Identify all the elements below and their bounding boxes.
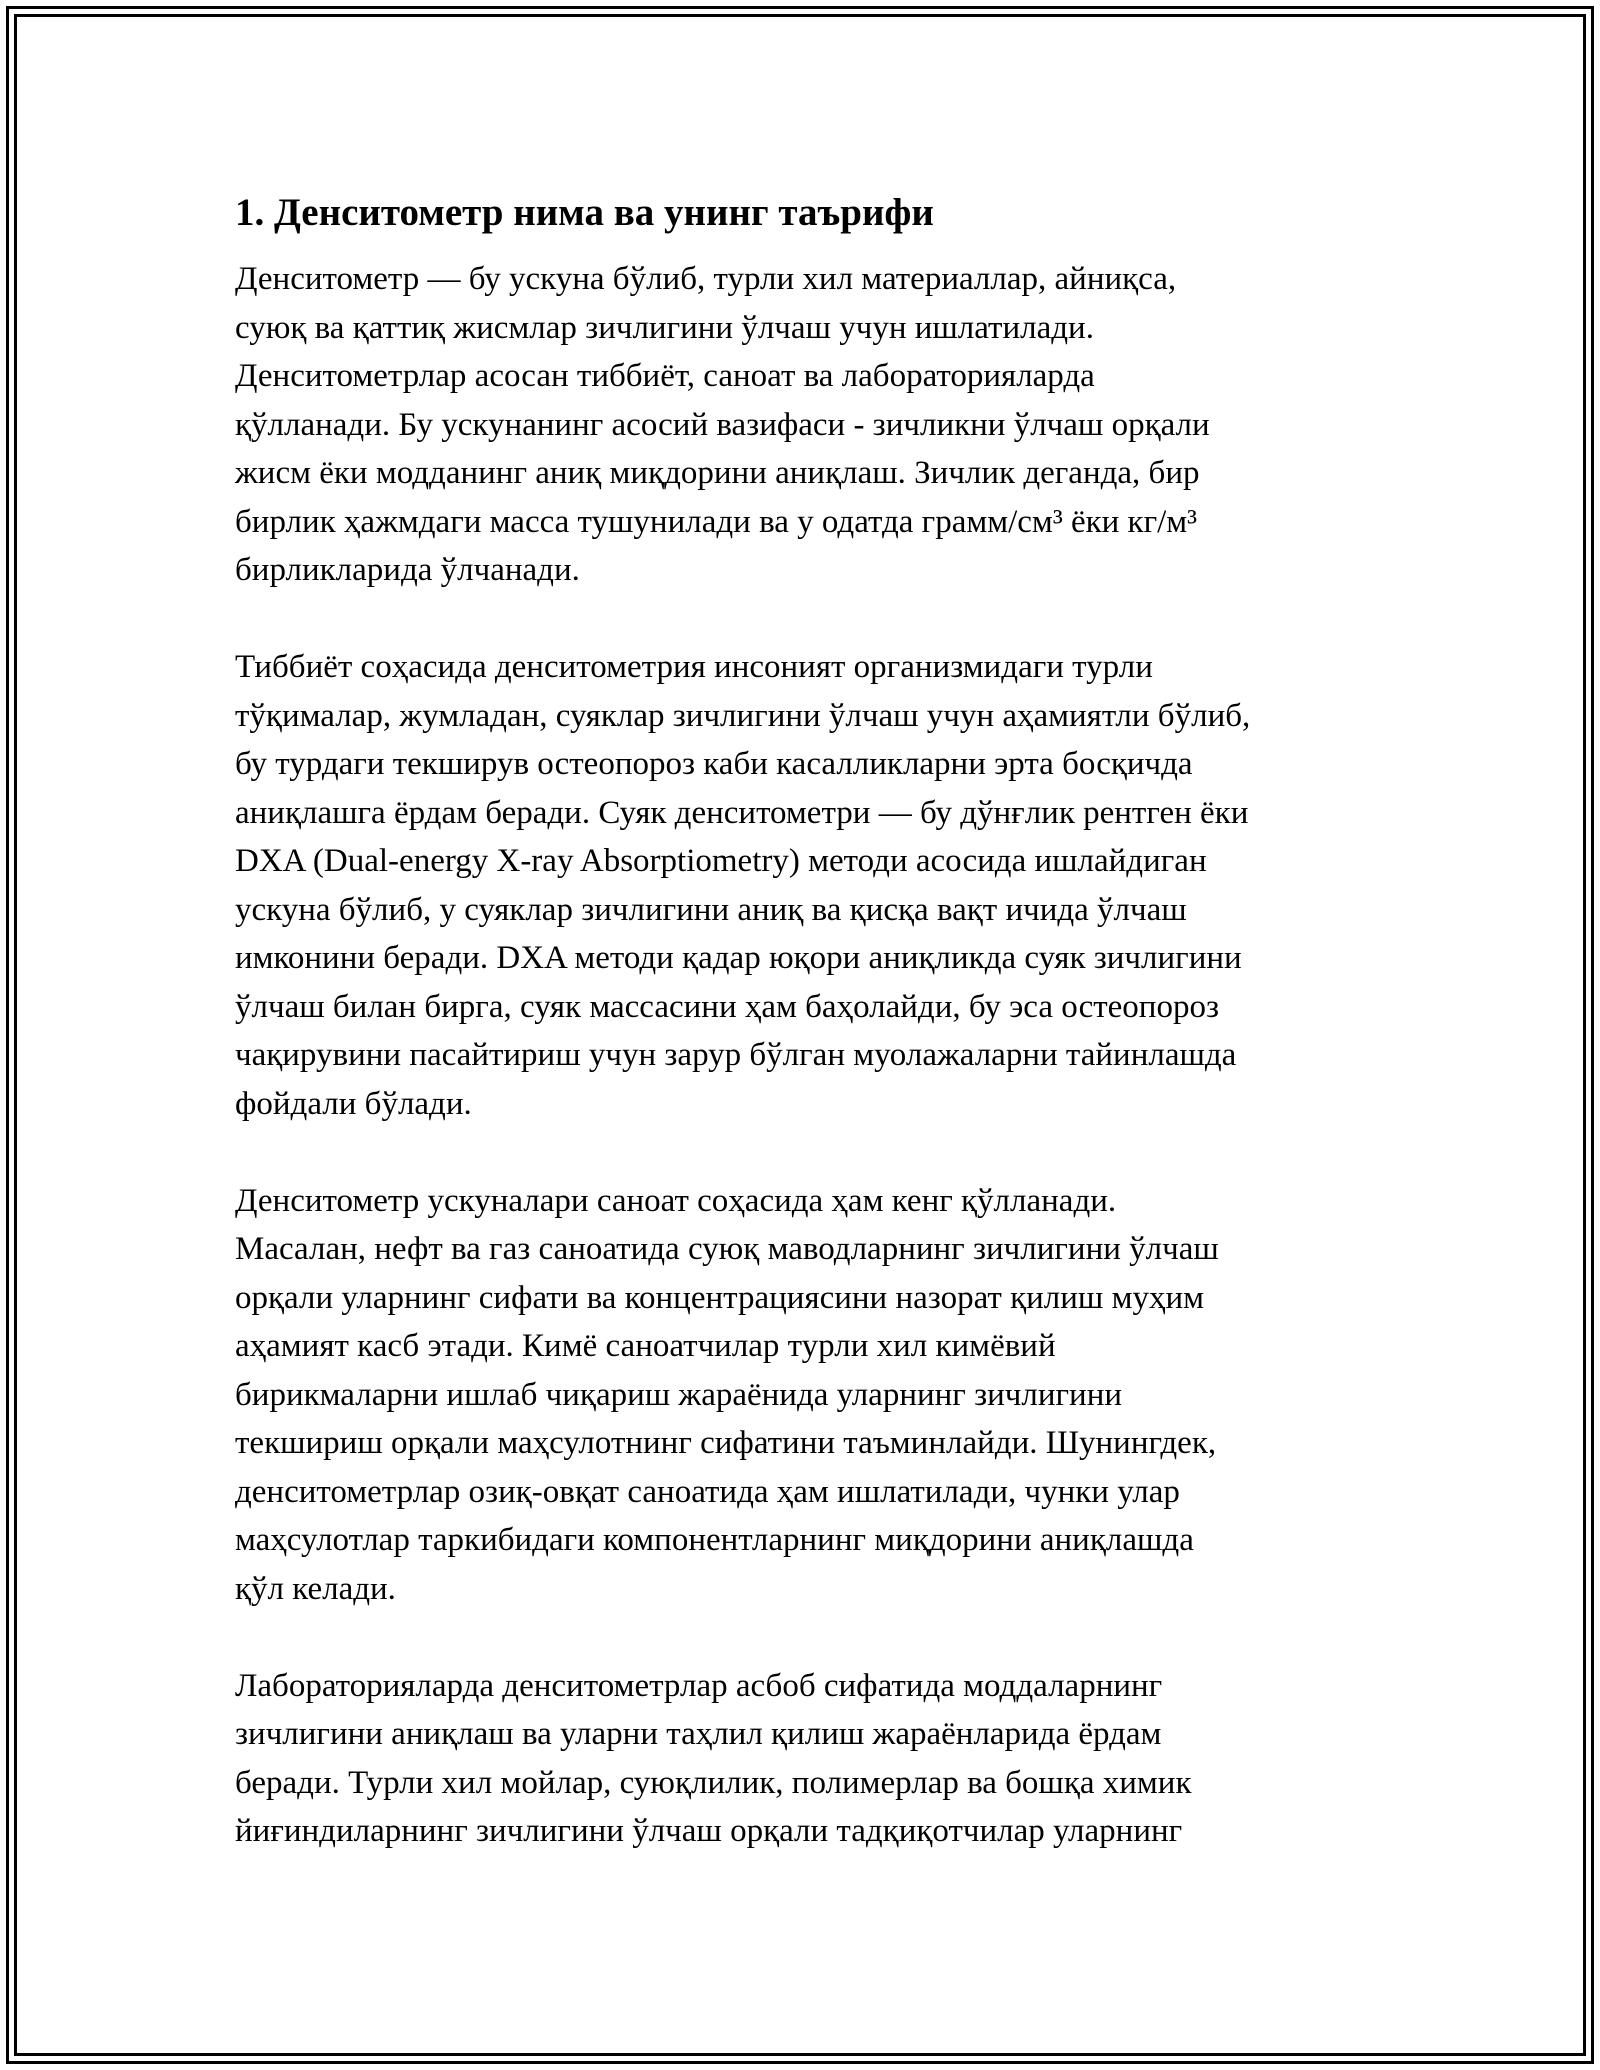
text-line: текшириш орқали маҳсулотнинг сифатини таъминлайди. Шунингдек, <box>235 1425 1217 1461</box>
text-line: Денситометр — бу ускуна бўлиб, турли хил материаллар, айниқса, <box>235 261 1177 297</box>
text-line: Денситометр ускуналари саноат соҳасида ҳам кенг қўлланади. <box>235 1182 1117 1219</box>
text-line: бирликларида ўлчанади. <box>235 552 580 588</box>
text-line: орқали уларнинг сифати ва концентрациясини назорат қилиш муҳим <box>235 1279 1204 1316</box>
paragraph-1 <box>235 255 1395 595</box>
text-line: фойдали бўлади. <box>235 1085 472 1122</box>
text-line: аҳамият касб этади. Кимё саноатчилар турли хил кимёвий <box>235 1328 1056 1364</box>
paragraph-2 <box>235 643 1395 1128</box>
text-line: зичлигини аниқлаш ва уларни таҳлил қилиш жараёнларида ёрдам <box>235 1716 1162 1752</box>
document-body <box>235 185 1395 1904</box>
text-line: бирикмаларни ишлаб чиқариш жараёнида уларнинг зичлигини <box>235 1376 1123 1413</box>
text-line: маҳсулотлар таркибидаги компонентларнинг миқдорини аниқлашда <box>235 1522 1194 1558</box>
text-line: жисм ёки модданинг аниқ миқдорини аниқлаш. Зичлик деганда, бир <box>235 455 1200 491</box>
text-line: аниқлашга ёрдам беради. Суяк денситометри — бу дўнғлик рентген ёки <box>235 794 1249 831</box>
text-line: Тиббиёт соҳасида денситометрия инсоният организмидаги турли <box>235 649 1153 685</box>
text-line: Денситометрлар асосан тиббиёт, саноат ва лабораторияларда <box>235 358 1095 394</box>
text-line: қўлланади. Бу ускунанинг асосий вазифаси - зичликни ўлчаш орқали <box>235 406 1210 443</box>
section-heading: 1. Денситометр нима ва унинг таърифи <box>235 191 934 234</box>
text-line: тўқималар, жумладан, суяклар зичлигини ўлчаш учун аҳамиятли бўлиб, <box>235 697 1251 734</box>
text-line: қўл келади. <box>235 1570 396 1607</box>
text-line: имконини беради. DXA методи қадар юқори аниқликда суяк зичлигини <box>235 940 1242 976</box>
text-line: йиғиндиларнинг зичлигини ўлчаш орқали тадқиқотчилар уларнинг <box>235 1813 1183 1849</box>
paragraph-3 <box>235 1177 1395 1614</box>
text-line: чақирувини пасайтириш учун зарур бўлган муолажаларни тайинлашда <box>235 1037 1237 1073</box>
text-line: денситометрлар озиқ-овқат саноатида ҳам ишлатилади, чунки улар <box>235 1473 1180 1510</box>
text-line: беради. Турли хил мойлар, суюқлилик, полимерлар ва бошқа химик <box>235 1764 1192 1801</box>
text-line: DXA (Dual-energy X-ray Absorptiometry) методи асосида ишлайдиган <box>235 843 1207 879</box>
text-line: ўлчаш билан бирга, суяк массасини ҳам баҳолайди, бу эса остеопороз <box>235 988 1219 1025</box>
text-line: Лабораторияларда денситометрлар асбоб сифатида моддаларнинг <box>235 1667 1163 1704</box>
paragraph-4 <box>235 1662 1395 1856</box>
text-line: бирлик ҳажмдаги масса тушунилади ва у одатда грамм/см³ ёки кг/м³ <box>235 503 1198 540</box>
text-line: бу турдаги текширув остеопороз каби касалликларни эрта босқичда <box>235 746 1193 782</box>
text-line: ускуна бўлиб, у суяклар зичлигини аниқ ва қисқа вақт ичида ўлчаш <box>235 891 1187 928</box>
text-line: Масалан, нефт ва газ саноатида суюқ маводларнинг зичлигини ўлчаш <box>235 1231 1219 1267</box>
text-line: суюқ ва қаттиқ жисмлар зичлигини ўлчаш учун ишлатилади. <box>235 309 1094 346</box>
